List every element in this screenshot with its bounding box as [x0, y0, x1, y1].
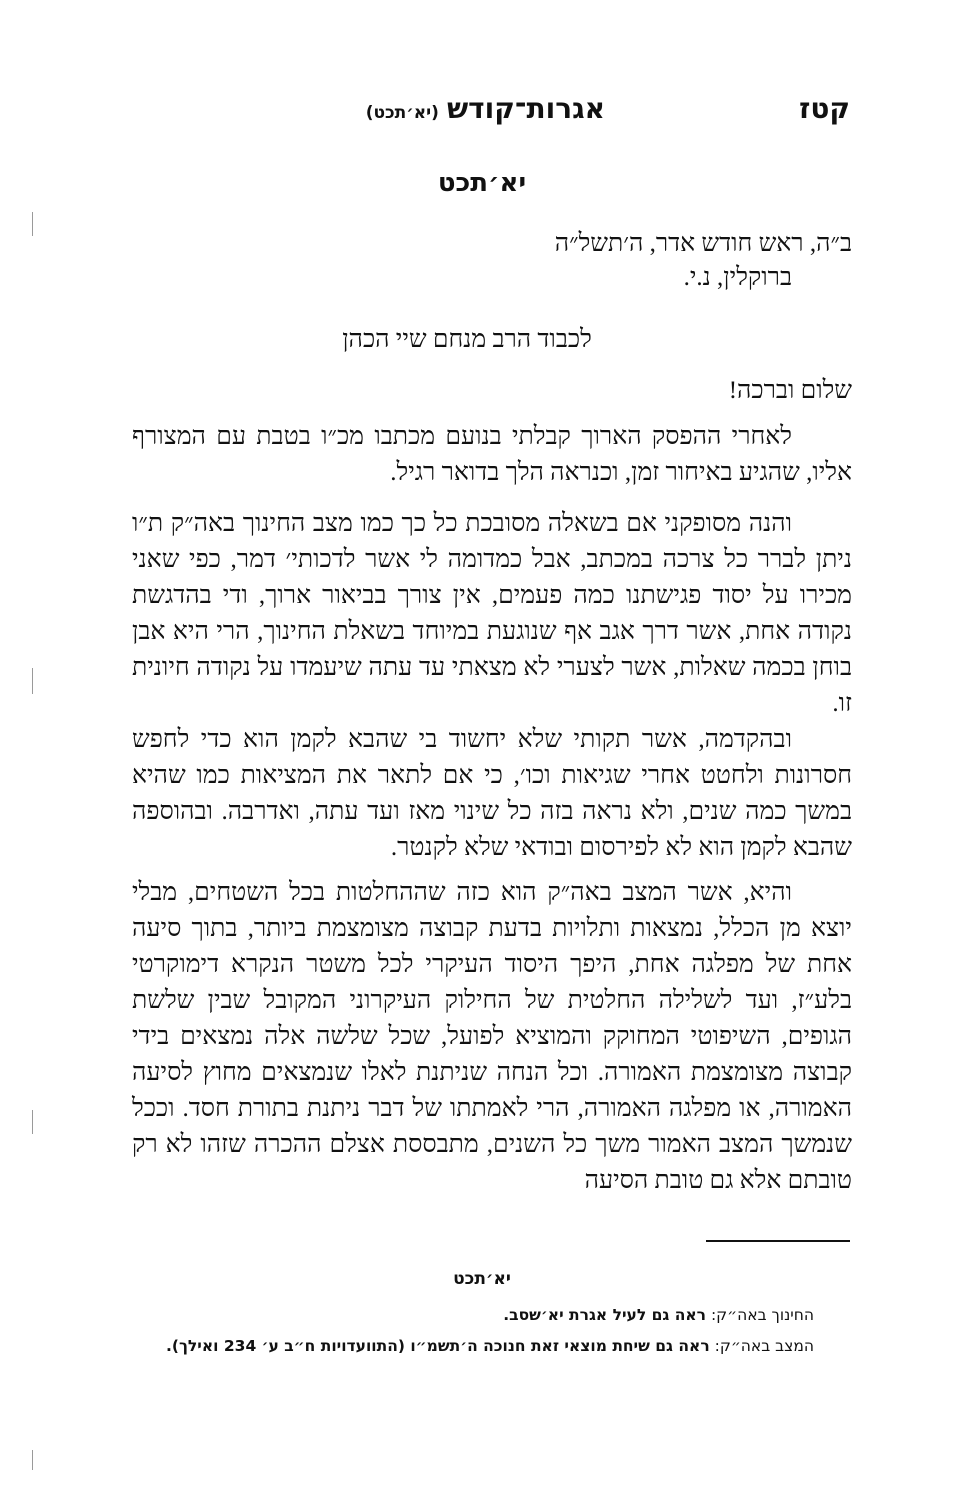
running-header	[110, 92, 850, 132]
footnote-2	[166, 1337, 814, 1355]
page-number: קטז	[799, 92, 850, 125]
paragraph-3	[132, 722, 852, 866]
place-line: ברוקלין, נ.י.	[683, 264, 792, 291]
margin-mark-bottom	[32, 1450, 33, 1470]
book-subtitle: (יא׳תכט)	[365, 103, 439, 123]
footnote-text: ראה גם לעיל אגרת יא׳שסב.	[503, 1306, 706, 1324]
date-line: ב״ה, ראש חודש אדר, ה׳תשל״ה	[554, 230, 852, 257]
paragraph-text: לאחרי ההפסק הארוך קבלתי בנועם מכתבו מכ״ו בטבת עם המצורף אליו, שהגיע באיחור זמן, וכנראה הלך בדואר רגיל.	[132, 423, 852, 486]
letter-number: יא׳תכט	[437, 168, 527, 198]
book-title	[366, 92, 605, 125]
margin-mark-mid	[32, 668, 33, 694]
paragraph-text: ובהקדמה, אשר תקותי שלא יחשוד בי שהבא לקמן הוא כדי לחפש חסרונות ולחטט אחרי שגיאות וכו׳, כי אם לתאר את המציאות כמו שהיא במשך כמה שנים, ולא נראה בזה כל שינוי מאז ועד עתה, ואדרבה. ובהוספה שהבא לקמן הוא לא לפירסום ובודאי שלא לקנטר.	[132, 726, 852, 861]
paragraph-4	[132, 875, 852, 1199]
margin-mark-top	[32, 212, 33, 236]
paragraph-text: והנה מסופקני אם בשאלה מסובכת כל כך כמו מצב החינוך באה״ק ת״ו ניתן לברר כל צרכה במכתב, אבל כמדומה לי אשר לדכותי׳ דמר, כפי שאני מכירו על יסוד פגישתנו כמה פעמים, אין צורך בביאור ארוך, ודי בהדגשת נקודה אחת, אשר דרך אגב אף שנוגעת במיוחד בשאלת החינוך, הרי היא אבן בוחן בכמה שאלות, אשר לצערי לא מצאתי עד עתה שיעמדו על נקודה חיונית זו.	[132, 510, 852, 717]
footnotes-heading: יא׳תכט	[453, 1269, 511, 1289]
paragraph-1	[132, 419, 852, 491]
footnote-1	[503, 1306, 814, 1324]
addressee	[0, 322, 964, 358]
book-title-text: אגרות־קודש	[446, 92, 605, 125]
greeting: שלום וברכה!	[728, 377, 852, 404]
paragraph-text: והיא, אשר המצב באה״ק הוא כזה שההחלטות בכל השטחים, מבלי יוצא מן הכלל, נמצאות ותלויות בדעת קבוצה מצומצמת ביותר, בתוך סיעה אחת של מפלגה אחת, היפך היסוד העיקרי לכל משטר הנקרא דימוקרטי בלע״ז, ועד לשלילה החלטית של החילוק העיקרוני המקובל שבין שלשת הגופים, השיפוטי המחוקק והמוציא לפועל, שכל שלשה אלה נמצאים בידי קבוצה מצומצמת האמורה. וכל הנחה שניתנת לאלו שנמצאים מחוץ לסיעה האמורה, או מפלגה האמורה, הרי לאמתתו של דבר ניתנת בתורת חסד. וככל שנמשך המצב האמור משך כל השנים, מתבססת אצלם ההכרה שזהו לא רק טובתם אלא גם טובת הסיעה	[132, 879, 852, 1194]
paragraph-2	[132, 506, 852, 722]
footnote-text: ראה גם שיחת מוצאי זאת חנוכה ה׳תשמ״ו (התוועדויות ח״ב ע׳ 234 ואילך).	[166, 1337, 710, 1355]
addressee-text: לכבוד הרב מנחם שיי הכהן	[342, 326, 592, 353]
footnote-rule	[706, 1240, 850, 1242]
footnote-label: החינוך באה״ק:	[710, 1306, 814, 1324]
margin-mark-low	[32, 1110, 33, 1134]
footnote-label: המצב באה״ק:	[714, 1337, 814, 1355]
